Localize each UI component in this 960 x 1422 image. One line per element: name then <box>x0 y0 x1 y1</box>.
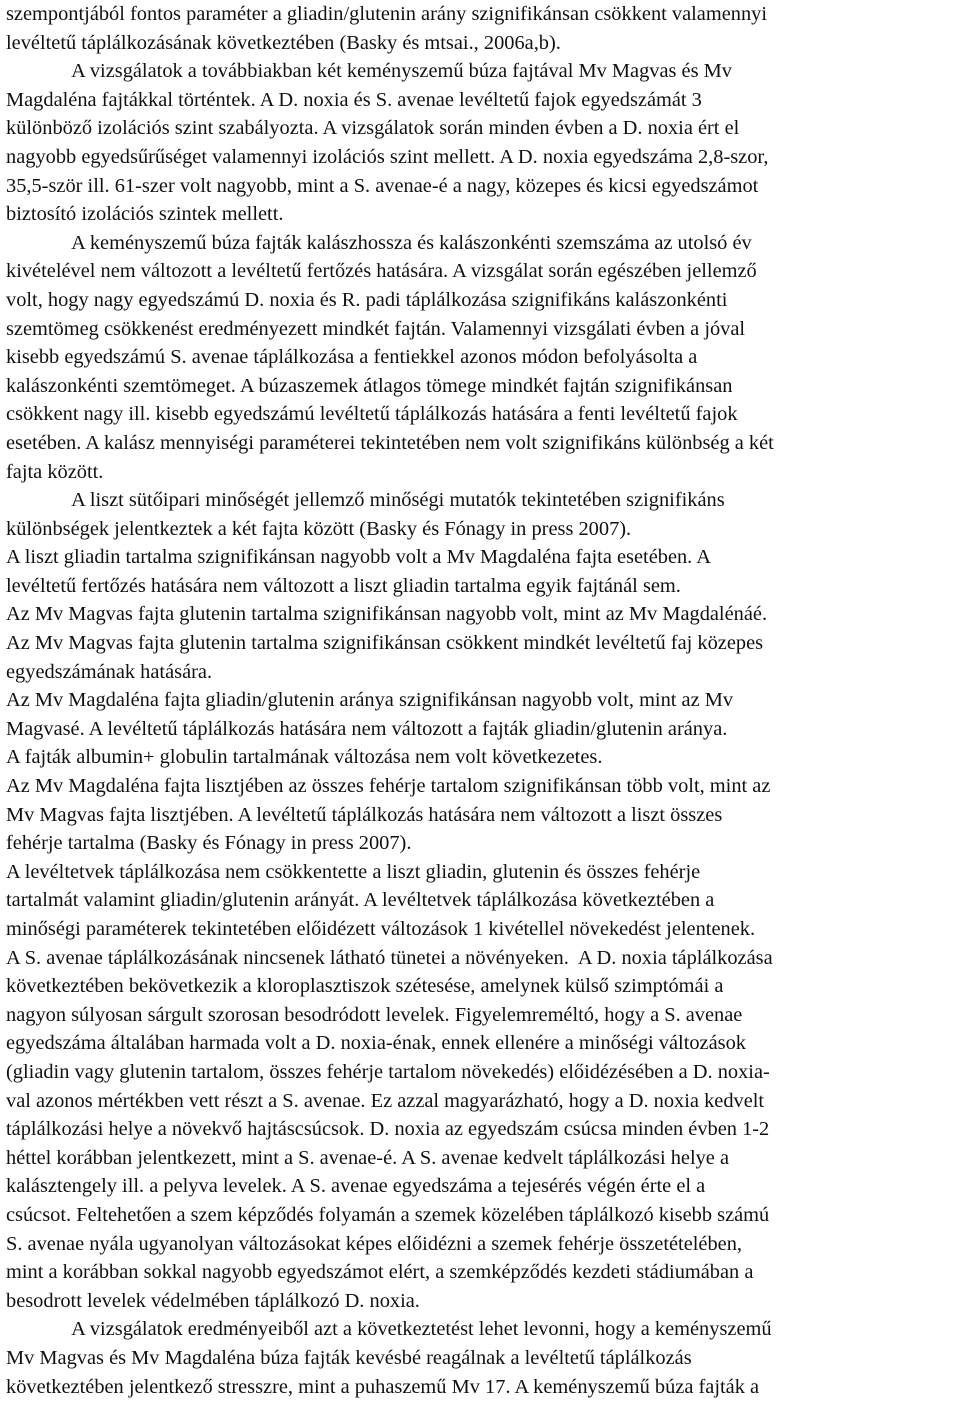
text-line: kalásztengely ill. a pelyva levelek. A S. avenae egyedszáma a tejesérés végén érte el a <box>6 1175 706 1198</box>
text-line: különbségek jelentkeztek a két fajta között (Basky és Fónagy in press 2007). <box>6 517 632 540</box>
text-line: Mv Magvas fajta lisztjében. A levéltetű táplálkozás hatására nem változott a liszt összes <box>6 803 723 826</box>
text-line: szempontjából fontos paraméter a gliadin/glutenin arány szignifikánsan csökkent valamennyi <box>6 3 768 25</box>
text-line: héttel korábban jelentkezett, mint a S. avenae-é. A S. avenae kedvelt táplálkozási helye a <box>6 1146 730 1169</box>
text-line: táplálkozási helye a növekvő hajtáscsúcsok. D. noxia az egyedszám csúcsa minden évben 1-2 <box>6 1118 770 1141</box>
text-line: volt, hogy nagy egyedszámú D. noxia és R. padi táplálkozása szignifikáns kalászonkénti <box>6 288 728 311</box>
text-line: S. avenae nyála ugyanolyan változásokat képes előidézni a szemek fehérje összetételében, <box>6 1232 743 1255</box>
text-line: A levéltetvek táplálkozása nem csökkentette a liszt gliadin, glutenin és összes fehérje <box>6 860 701 883</box>
text-line: kisebb egyedszámú S. avenae táplálkozása a fentiekkel azonos módon befolyásolta a <box>6 346 698 369</box>
text-line: különböző izolációs szint szabályozta. A vizsgálatok során minden évben a D. noxia ért el <box>6 117 740 140</box>
document-body <box>6 0 954 1401</box>
text-line: csúcsot. Feltehetően a szem képződés folyamán a szemek közelében táplálkozó kisebb számú <box>6 1203 770 1226</box>
text-line: Az Mv Magdaléna fajta gliadin/glutenin aránya szignifikánsan nagyobb volt, mint az Mv <box>6 689 734 712</box>
text-line: A fajták albumin+ globulin tartalmának változása nem volt következetes. <box>6 746 603 769</box>
text-line: A S. avenae táplálkozásának nincsenek látható tünetei a növényeken. A D. noxia táplálkozása <box>6 946 773 969</box>
text-line: A vizsgálatok a továbbiakban két keményszemű búza fajtával Mv Magvas és Mv <box>6 60 732 83</box>
text-line: A liszt sütőipari minőségét jellemző minőségi mutatók tekintetében szignifikáns <box>6 489 725 512</box>
text-line: nagyon súlyosan sárgult szorosan besodródott levelek. Figyelemreméltó, hogy a S. avenae <box>6 1003 743 1026</box>
text-line: Magvasé. A levéltetű táplálkozás hatására nem változott a fajták gliadin/glutenin aránya. <box>6 717 728 740</box>
text-line: csökkent nagy ill. kisebb egyedszámú levéltetű táplálkozás hatására a fenti levéltetű fajok <box>6 403 738 426</box>
text-line: (gliadin vagy glutenin tartalom, összes fehérje tartalom növekedés) előidézésében a D. noxia- <box>6 1060 770 1083</box>
text-line: 35,5-ször ill. 61-szer volt nagyobb, mint a S. avenae-é a nagy, közepes és kicsi egyedszámot <box>6 174 759 197</box>
text-line: kivételével nem változott a levéltetű fertőzés hatására. A vizsgálat során egészében jellemző <box>6 260 757 283</box>
text-line: következtében bekövetkezik a kloroplasztiszok szétesése, amelynek külső szimptómái a <box>6 975 724 998</box>
text-line: egyedszámának hatására. <box>6 660 213 683</box>
text-line: esetében. A kalász mennyiségi paraméterei tekintetében nem volt szignifikáns különbség a két <box>6 431 774 454</box>
text-line: besodrott levelek védelmében táplálkozó D. noxia. <box>6 1289 420 1312</box>
text-line: egyedszáma általában harmada volt a D. noxia-énak, ennek ellenére a minőségi változások <box>6 1032 746 1055</box>
text-line: biztosító izolációs szintek mellett. <box>6 203 284 226</box>
text-line: levéltetű táplálkozásának következtében (Basky és mtsai., 2006a,b). <box>6 31 561 54</box>
text-line: fajta között. <box>6 460 104 483</box>
text-line: A liszt gliadin tartalma szignifikánsan nagyobb volt a Mv Magdaléna fajta esetében. A <box>6 546 711 569</box>
text-line: tartalmát valamint gliadin/glutenin arányát. A levéltetvek táplálkozása következtében a <box>6 889 715 912</box>
text-line: levéltetű fertőzés hatására nem változott a liszt gliadin tartalma egyik fajtánál sem. <box>6 574 681 597</box>
text-line: Az Mv Magdaléna fajta lisztjében az összes fehérje tartalom szignifikánsan több volt, mint az <box>6 775 771 798</box>
text-line: Az Mv Magvas fajta glutenin tartalma szignifikánsan csökkent mindkét levéltetű faj közepes <box>6 632 764 655</box>
text-line: kalászonkénti szemtömeget. A búzaszemek átlagos tömege mindkét fajtán szignifikánsan <box>6 374 733 397</box>
text-line: A keményszemű búza fajták kalászhossza és kalászonkénti szemszáma az utolsó év <box>6 231 752 254</box>
text-line: val azonos mértékben vett részt a S. avenae. Ez azzal magyarázható, hogy a D. noxia kedvelt <box>6 1089 765 1112</box>
text-line: következtében jelentkező stresszre, mint a puhaszemű Mv 17. A keményszemű búza fajták a <box>6 1375 760 1398</box>
text-line: mint a korábban sokkal nagyobb egyedszámot elért, a szemképződés kezdeti stádiumában a <box>6 1261 754 1284</box>
text-line: Magdaléna fajtákkal történtek. A D. noxia és S. avenae levéltetű fajok egyedszámát 3 <box>6 88 702 111</box>
text-line: Az Mv Magvas fajta glutenin tartalma szignifikánsan nagyobb volt, mint az Mv Magdalénáé. <box>6 603 768 626</box>
text-line: Mv Magvas és Mv Magdaléna búza fajták kevésbé reagálnak a levéltetű táplálkozás <box>6 1346 692 1369</box>
text-line: fehérje tartalma (Basky és Fónagy in press 2007). <box>6 832 412 855</box>
text-line: minőségi paraméterek tekintetében előidézett változások 1 kivétellel növekedést jelentenek. <box>6 918 756 940</box>
text-line: szemtömeg csökkenést eredményezett mindkét fajtán. Valamennyi vizsgálati évben a jóval <box>6 317 746 340</box>
text-line: nagyobb egyedsűrűséget valamennyi izolációs szint mellett. A D. noxia egyedszáma 2,8-szor, <box>6 145 769 168</box>
text-line: A vizsgálatok eredményeiből azt a következtetést lehet levonni, hogy a keményszemű <box>6 1318 772 1341</box>
